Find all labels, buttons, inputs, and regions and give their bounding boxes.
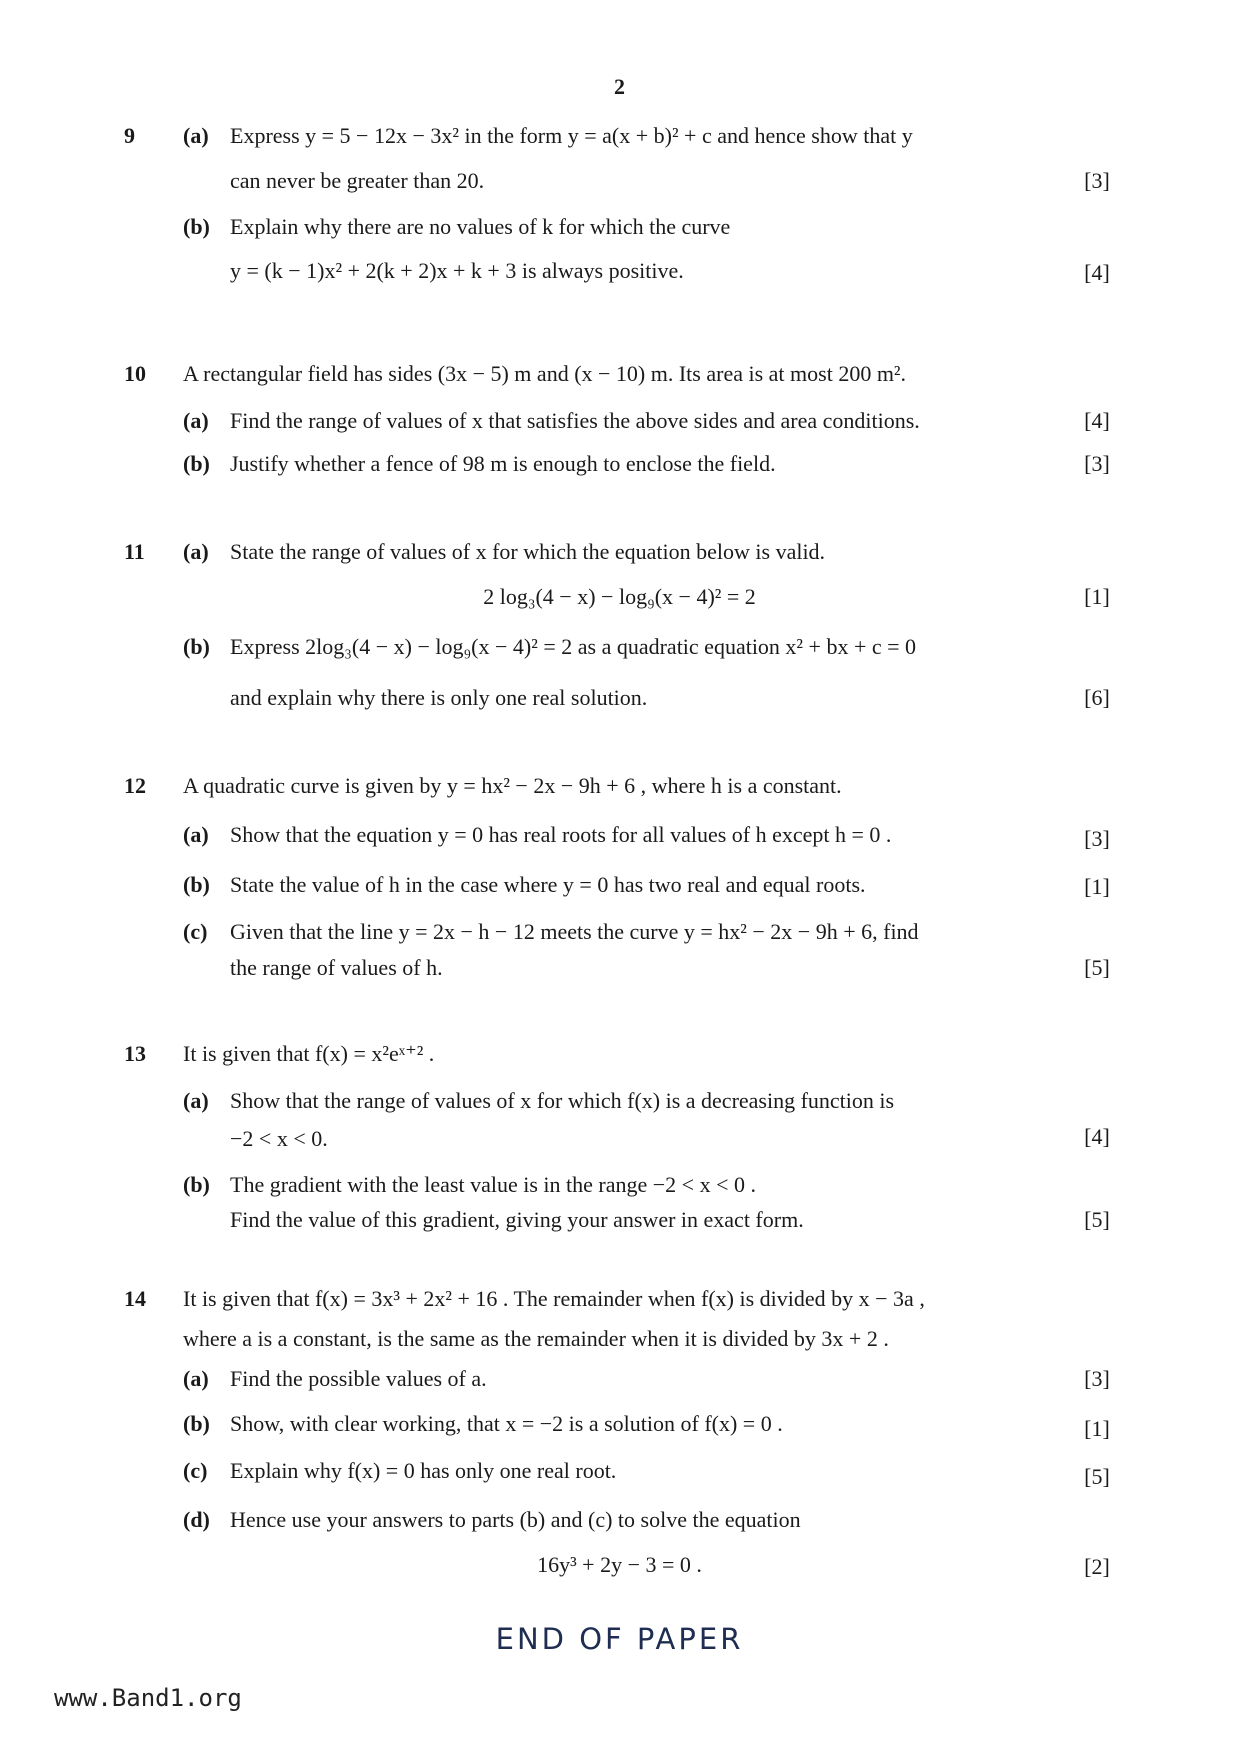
marks: [6] — [1084, 685, 1110, 710]
part-label: (b) — [183, 1411, 210, 1436]
equation: 2 log₃(4 − x) − log₉(x − 4)² = 2 — [483, 584, 756, 609]
marks: [1] — [1084, 874, 1110, 899]
part-label: (a) — [183, 1366, 209, 1391]
marks: [3] — [1084, 451, 1110, 476]
part-label: (d) — [183, 1507, 210, 1532]
marks: [1] — [1084, 584, 1110, 609]
question-stem: It is given that f(x) = x²eˣ⁺² . — [183, 1041, 435, 1066]
footer-url: www.Band1.org — [54, 1684, 242, 1712]
question-number: 11 — [124, 539, 145, 564]
part-text: Express y = 5 − 12x − 3x² in the form y = a(x + b)² + c and hence show that y — [230, 123, 913, 148]
part-text: Explain why there are no values of k for which the curve — [230, 214, 731, 239]
question-stem: A quadratic curve is given by y = hx² − 2x − 9h + 6 , where h is a constant. — [183, 773, 842, 798]
equation: 16y³ + 2y − 3 = 0 . — [537, 1552, 702, 1577]
page-number: 2 — [614, 74, 625, 99]
part-text: Express 2log₃(4 − x) − log₉(x − 4)² = 2 as a quadratic equation x² + bx + c = 0 — [230, 634, 917, 659]
question-number: 14 — [124, 1286, 146, 1311]
part-text: y = (k − 1)x² + 2(k + 2)x + k + 3 is always positive. — [230, 258, 684, 283]
part-label: (a) — [183, 123, 209, 148]
question-number: 9 — [124, 123, 135, 148]
end-of-paper: END OF PAPER — [495, 1622, 744, 1656]
marks: [1] — [1084, 1416, 1110, 1441]
part-text: the range of values of h. — [230, 955, 443, 980]
part-text: can never be greater than 20. — [230, 168, 485, 193]
part-text: State the value of h in the case where y = 0 has two real and equal roots. — [230, 872, 866, 897]
part-text: Hence use your answers to parts (b) and (c) to solve the equation — [230, 1507, 801, 1532]
part-text: Find the range of values of x that satisfies the above sides and area conditions. — [230, 408, 920, 433]
part-label: (b) — [183, 872, 210, 897]
part-label: (c) — [183, 919, 208, 944]
marks: [3] — [1084, 826, 1110, 851]
part-label: (c) — [183, 1458, 208, 1483]
marks: [3] — [1084, 1366, 1110, 1391]
part-text: Find the possible values of a. — [230, 1366, 487, 1391]
part-label: (a) — [183, 1088, 209, 1113]
marks: [4] — [1084, 408, 1110, 433]
part-label: (b) — [183, 451, 210, 476]
question-number: 12 — [124, 773, 146, 798]
part-label: (b) — [183, 214, 210, 239]
marks: [5] — [1084, 955, 1110, 980]
part-label: (b) — [183, 634, 210, 659]
question-number: 13 — [124, 1041, 146, 1066]
question-number: 10 — [124, 361, 146, 386]
part-text: Show that the equation y = 0 has real roots for all values of h except h = 0 . — [230, 822, 892, 847]
part-label: (a) — [183, 822, 209, 847]
part-text: −2 < x < 0. — [230, 1126, 328, 1151]
part-text: Given that the line y = 2x − h − 12 meets the curve y = hx² − 2x − 9h + 6, find — [230, 919, 919, 944]
marks: [4] — [1084, 260, 1110, 285]
question-stem: It is given that f(x) = 3x³ + 2x² + 16 . The remainder when f(x) is divided by x − 3a , — [183, 1286, 925, 1311]
part-label: (a) — [183, 539, 209, 564]
marks: [2] — [1084, 1554, 1110, 1579]
part-text: Justify whether a fence of 98 m is enough to enclose the field. — [230, 451, 776, 476]
part-label: (a) — [183, 408, 209, 433]
part-text: Explain why f(x) = 0 has only one real root. — [230, 1458, 617, 1483]
part-text: The gradient with the least value is in the range −2 < x < 0 . — [230, 1172, 756, 1197]
question-stem: where a is a constant, is the same as the remainder when it is divided by 3x + 2 . — [183, 1326, 889, 1351]
part-label: (b) — [183, 1172, 210, 1197]
part-text: Show, with clear working, that x = −2 is a solution of f(x) = 0 . — [230, 1411, 783, 1436]
part-text: Show that the range of values of x for which f(x) is a decreasing function is — [230, 1088, 895, 1113]
marks: [4] — [1084, 1124, 1110, 1149]
part-text: and explain why there is only one real solution. — [230, 685, 648, 710]
part-text: State the range of values of x for which the equation below is valid. — [230, 539, 826, 564]
marks: [5] — [1084, 1464, 1110, 1489]
part-text: Find the value of this gradient, giving your answer in exact form. — [230, 1207, 804, 1232]
marks: [5] — [1084, 1207, 1110, 1232]
marks: [3] — [1084, 168, 1110, 193]
question-stem: A rectangular field has sides (3x − 5) m and (x − 10) m. Its area is at most 200 m². — [183, 361, 907, 386]
